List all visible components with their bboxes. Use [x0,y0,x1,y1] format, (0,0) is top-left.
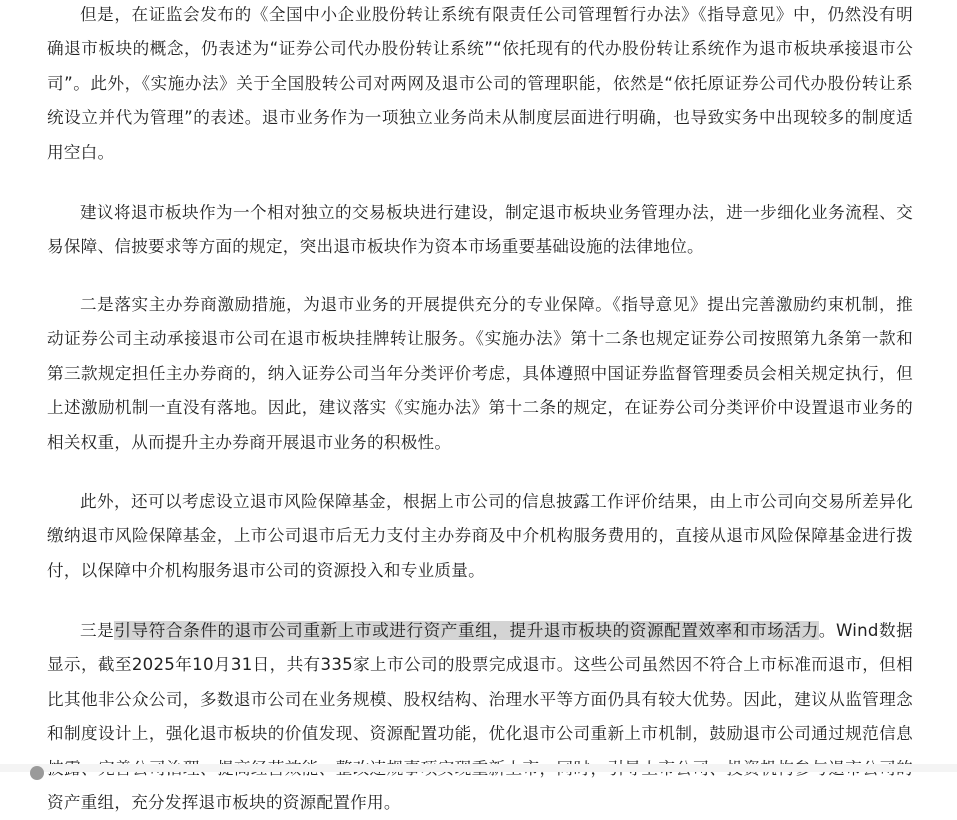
paragraph-5-lead: 三是 [80,621,115,640]
paragraph-4: 此外，还可以考虑设立退市风险保障基金，根据上市公司的信息披露工作评价结果，由上市公司向交易所差异化缴纳退市风险保障基金，上市公司退市后无力支付主办券商及中介机构服务费用的，直接从退市风险保障基金进行拨付，以保障中介机构服务退市公司的资源投入和专业质量。 [47,492,913,580]
highlighted-selection[interactable]: 引导符合条件的退市公司重新上市或进行资产重组，提升退市板块的资源配置效率和市场活力 [114,621,819,640]
paragraph-1: 但是，在证监会发布的《全国中小企业股份转让系统有限责任公司管理暂行办法》《指导意见》中，仍然没有明确退市板块的概念，仍表述为“证券公司代办股份转让系统”“依托现有的代办股份转让系统作为退市板块承接退市公司”。此外，《实施办法》关于全国股转公司对两网及退市公司的管理职能，依然是“依托原证券公司代办股份转让系统设立并代为管理”的表述。退市业务作为一项独立业务尚未从制度层面进行明确，也导致实务中出现较多的制度适用空白。 [47,5,913,162]
circle-icon [30,766,44,780]
bottom-toolbar-edge [0,764,957,772]
paragraph-3: 二是落实主办券商激励措施，为退市业务的开展提供充分的专业保障。《指导意见》提出完善激励约束机制，推动证券公司主动承接退市公司在退市板块挂牌转让服务。《实施办法》第十二条也规定证券公司按照第九条第一款和第三款规定担任主办券商的，纳入证券公司当年分类评价考虑，具体遵照中国证券监督管理委员会相关规定执行，但上述激励机制一直没有落地。因此，建议落实《实施办法》第十二条的规定，在证券公司分类评价中设置退市业务的相关权重，从而提升主办券商开展退市业务的积极性。 [47,295,913,452]
paragraph-5 [47,614,913,820]
paragraph-2: 建议将退市板块作为一个相对独立的交易板块进行建设，制定退市板块业务管理办法，进一步细化业务流程、交易保障、信披要求等方面的规定，突出退市板块作为资本市场重要基础设施的法律地位。 [47,203,913,257]
paragraph-5-body: 。Wind数据显示，截至2025年10月31日，共有335家上市公司的股票完成退市。这些公司虽然因不符合上市标准而退市，但相比其他非公众公司，多数退市公司在业务规模、股权结构、治理水平等方面仍具有较大优势。因此，建议从监管理念和制度设计上，强化退市板块的价值发现、资源配置功能，优化退市公司重新上市机制，鼓励退市公司通过规范信息 资产重组，充分发挥退市板块的资源配置作用。 [47,621,914,813]
